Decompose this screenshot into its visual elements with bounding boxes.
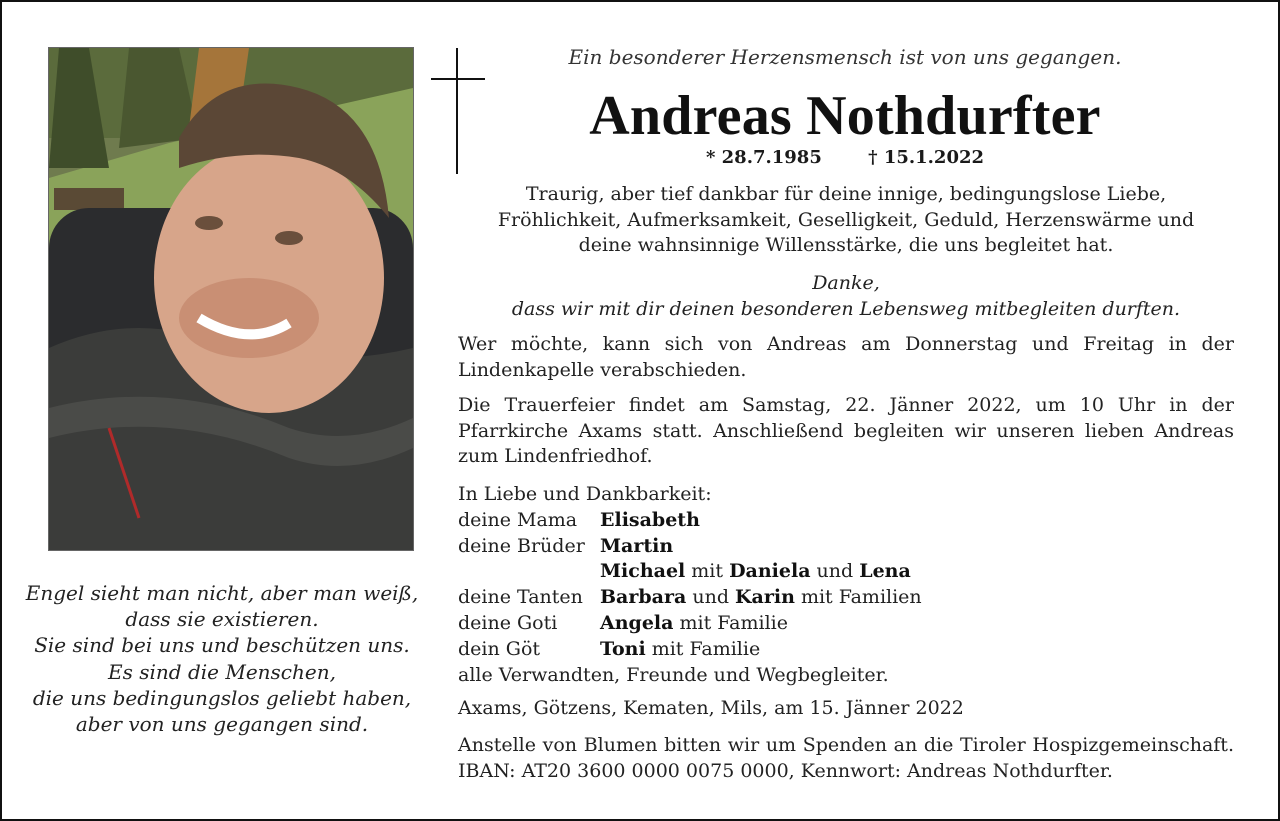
- portrait-photo: [48, 47, 414, 551]
- family-member: Daniela: [729, 560, 811, 583]
- family-row: [458, 611, 1234, 637]
- thanks-line: Traurig, aber tief dankbar für deine innige, bedingungslose Liebe,: [525, 183, 1167, 205]
- family-row: [458, 508, 1234, 534]
- family-relation: deine Goti: [458, 611, 558, 634]
- donation-paragraph: Anstelle von Blumen bitten wir um Spenden an die Tiroler Hospizgemeinschaft. IBAN: AT20 3600 0000 0075 0000, Kennwort: Andreas Nothdurfter.: [458, 734, 1234, 782]
- family-member: Toni: [600, 637, 646, 660]
- quote-block: [22, 580, 422, 737]
- quote-line: Engel sieht man nicht, aber man weiß,: [25, 581, 419, 605]
- family-row: [458, 637, 1234, 663]
- family-member: Martin: [600, 534, 674, 557]
- quote-line: Es sind die Menschen,: [108, 659, 336, 684]
- thanks-line: deine wahnsinnige Willensstärke, die uns begleitet hat.: [578, 234, 1114, 256]
- family-row: [458, 559, 1234, 585]
- death-date: † 15.1.2022: [868, 147, 985, 168]
- family-connector: mit Familie: [645, 637, 761, 660]
- family-relation: deine Tanten: [458, 586, 583, 609]
- family-connector: mit Familie: [673, 611, 788, 634]
- family-member: Karin: [735, 586, 795, 609]
- family-list: [458, 482, 1234, 688]
- family-member: Barbara: [600, 586, 687, 609]
- danke-line: Danke,: [812, 272, 880, 294]
- family-row: [458, 585, 1234, 611]
- life-dates: [458, 147, 1232, 168]
- family-member: Lena: [859, 560, 911, 583]
- family-member: Elisabeth: [600, 508, 700, 531]
- family-intro: In Liebe und Dankbarkeit:: [458, 483, 712, 505]
- cross-icon-bar: [431, 78, 485, 80]
- quote-line: Sie sind bei uns und beschützen uns.: [34, 633, 410, 658]
- family-connector: und: [686, 586, 736, 609]
- place-date: Axams, Götzens, Kematen, Mils, am 15. Jänner 2022: [458, 697, 964, 719]
- quote-line: dass sie existieren.: [125, 607, 319, 632]
- family-connector: mit Familien: [794, 586, 922, 609]
- danke-paragraph: [458, 271, 1234, 322]
- family-relation: [458, 559, 600, 585]
- family-outro: alle Verwandten, Freunde und Wegbegleiter.: [458, 663, 889, 686]
- birth-date: * 28.7.1985: [705, 147, 822, 168]
- family-row: [458, 534, 1234, 560]
- thanks-paragraph: [458, 182, 1234, 259]
- family-relation: deine Mama: [458, 508, 578, 531]
- farewell-paragraph: Wer möchte, kann sich von Andreas am Donnerstag und Freitag in der Lindenkapelle verabschieden.: [458, 333, 1234, 381]
- family-member: Angela: [600, 611, 674, 634]
- thanks-line: Fröhlichkeit, Aufmerksamkeit, Geselligkeit, Geduld, Herzenswärme und: [497, 208, 1195, 231]
- family-connector: und: [810, 560, 860, 583]
- danke-line: dass wir mit dir deinen besonderen Lebensweg mitbegleiten durften.: [511, 297, 1181, 320]
- family-relation: dein Göt: [458, 637, 541, 660]
- family-connector: mit: [685, 560, 730, 583]
- subtitle: Ein besonderer Herzensmensch ist von uns gegangen.: [568, 45, 1122, 69]
- ceremony-paragraph: Die Trauerfeier findet am Samstag, 22. Jänner 2022, um 10 Uhr in der Pfarrkirche Axams statt. Anschließend begleiten wir unseren lieben Andreas zum Lindenfriedhof.: [458, 394, 1234, 467]
- family-member: Michael: [600, 560, 686, 583]
- quote-line: die uns bedingungslos geliebt haben,: [32, 685, 412, 710]
- family-relation: deine Brüder: [458, 534, 585, 557]
- quote-line: aber von uns gegangen sind.: [75, 712, 369, 737]
- deceased-name: Andreas Nothdurfter: [589, 85, 1101, 147]
